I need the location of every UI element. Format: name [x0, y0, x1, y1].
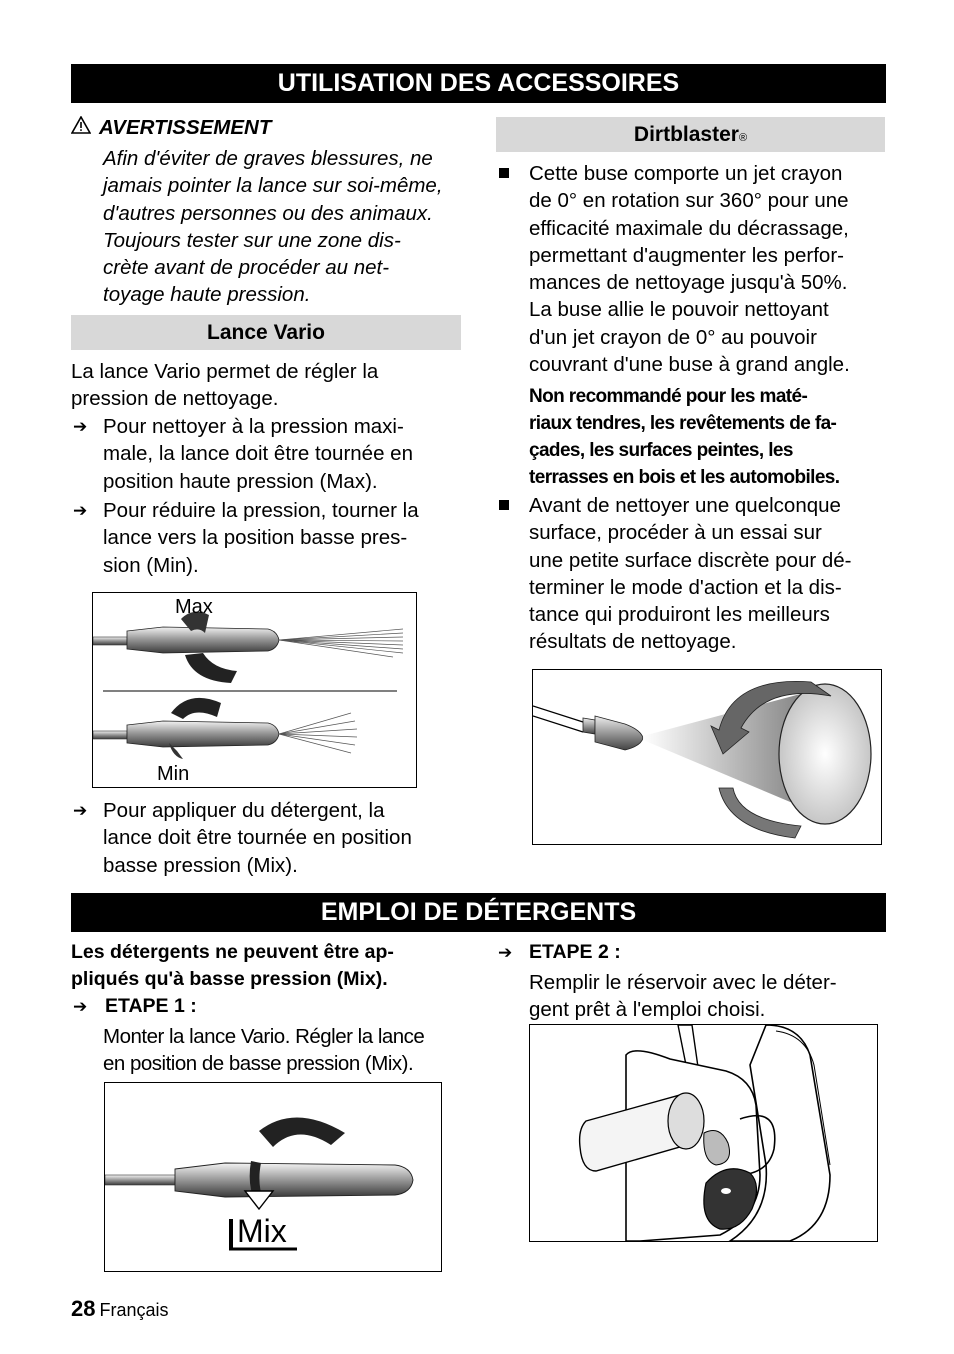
bullet-square-icon — [499, 168, 509, 178]
language-label: Français — [99, 1300, 169, 1320]
arrow-icon: ➔ — [73, 501, 88, 520]
reservoir-figure — [529, 1024, 878, 1242]
detergents-intro: Les détergents ne peuvent être ap- pliqués qu'à basse pression (Mix). — [71, 941, 394, 991]
warning-icon — [71, 114, 91, 141]
step2-title: ETAPE 2 : — [529, 941, 621, 963]
warning-title: AVERTISSEMENT — [71, 114, 271, 141]
lance-vario-bullet-max: Pour nettoyer à la pression maxi- male, la lance doit être tournée en position haute pression (Max). — [103, 415, 413, 493]
lance-mix-figure — [104, 1082, 442, 1272]
dirtblaster-nozzle-illustration — [533, 670, 881, 844]
figure-label-min: Min — [157, 763, 190, 785]
dirtblaster-warning: Non recommandé pour les maté- riaux tendres, les revêtements de fa- çades, les surfaces peintes, les terrasses en bois et les automobiles. — [529, 386, 840, 488]
section-title-detergents: EMPLOI DE DÉTERGENTS — [71, 893, 886, 932]
step1-text: Monter la lance Vario. Régler la lance en position de basse pression (Mix). — [103, 1025, 425, 1076]
arrow-icon: ➔ — [73, 997, 88, 1016]
arrow-icon: ➔ — [73, 417, 88, 436]
lance-vario-bullet-mix: Pour appliquer du détergent, la lance doit être tournée en position basse pression (Mix). — [103, 799, 412, 877]
dirtblaster-bullet-description: Cette buse comporte un jet crayon de 0° en rotation sur 360° pour une efficacité maximale du décrassage, permettant d'augmenter les perfor- mances de nettoyage jusqu'à 50%. La buse allie le pouvoir nettoyant d'un jet crayon de 0° au pouvoir couvrant d'une buse à grand angle. — [529, 162, 850, 377]
warning-text: Afin d'éviter de graves blessures, ne jamais pointer la lance sur soi-même, d'autres personnes ou des animaux. Toujours tester sur une zone dis- crète avant de procéder au net- toyage haute pression. — [103, 147, 443, 307]
step1-title: ETAPE 1 : — [105, 995, 197, 1017]
lance-vario-figure — [92, 592, 417, 788]
section-title-accessoires: UTILISATION DES ACCESSOIRES — [71, 64, 886, 103]
detergent-refill-illustration — [530, 1025, 877, 1241]
bullet-square-icon — [499, 500, 509, 510]
dirtblaster-bullet-test: Avant de nettoyer une quelconque surface, procéder à un essai sur une petite surface discrète pour dé- terminer le mode d'action et la dis- tance qui produiront les meilleurs résultats de nettoyage. — [529, 494, 852, 654]
figure-label-mix: Mix — [237, 1213, 287, 1249]
page-number: 28 — [71, 1296, 96, 1321]
step2-text: Remplir le réservoir avec le déter- gent prêt à l'emploi choisi. — [529, 971, 837, 1022]
arrow-icon: ➔ — [73, 801, 88, 820]
figure-label-max: Max — [175, 596, 213, 618]
page-footer — [71, 1296, 169, 1322]
dirtblaster-figure — [532, 669, 882, 845]
lance-vario-bullet-min: Pour réduire la pression, tourner la lance vers la position basse pres- sion (Min). — [103, 499, 419, 577]
dirtblaster-heading: Dirtblaster® — [496, 117, 885, 152]
lance-vario-heading: Lance Vario — [71, 315, 461, 350]
lance-max-min-illustration — [93, 593, 416, 787]
arrow-icon: ➔ — [498, 943, 513, 962]
lance-vario-intro: La lance Vario permet de régler la pression de nettoyage. — [71, 360, 379, 411]
